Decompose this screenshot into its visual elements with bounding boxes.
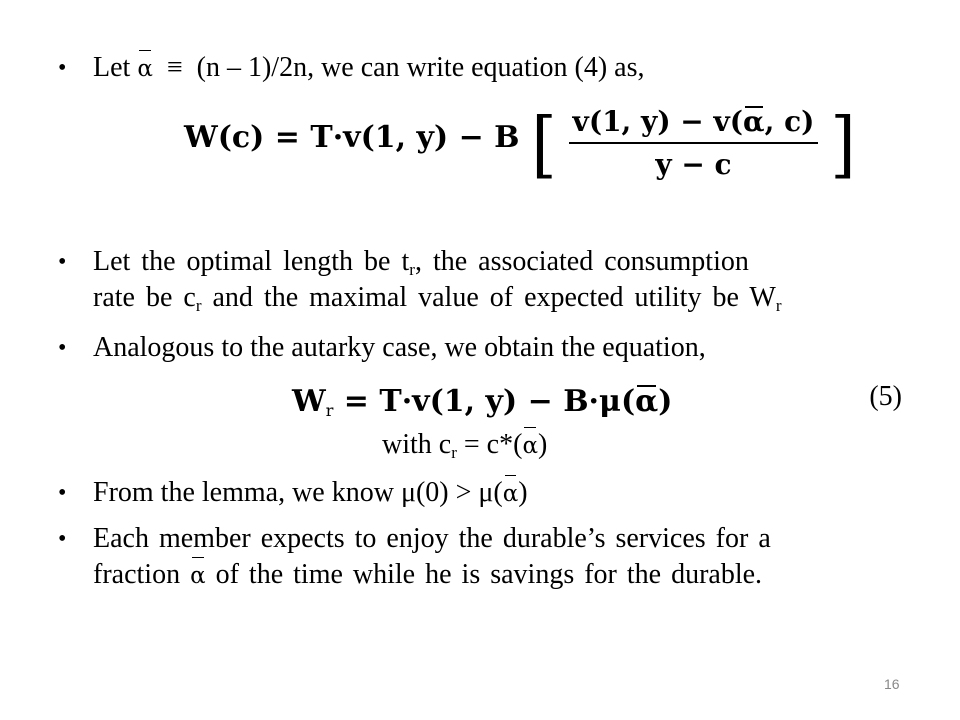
bullet-dot-icon: •	[58, 55, 67, 81]
bullet-4-text: From the lemma, we know μ(0) > μ(	[93, 477, 503, 508]
bullet-5-line1: Each member expects to enjoy the durable’s services for a	[93, 523, 771, 554]
sub-r: r	[775, 296, 782, 315]
bullet-4-close: )	[518, 477, 528, 508]
equation-5	[292, 384, 672, 419]
bullet-2-line2-b: and the maximal value of expected utility be W	[201, 282, 776, 313]
with-middle: = c*(	[456, 429, 523, 460]
bullet-1-equiv: ≡	[166, 52, 183, 83]
bullet-2-line1-a: Let the optimal length be t	[93, 246, 410, 277]
eq5-rhs: = T·v(1, y) − B·μ(	[333, 384, 636, 419]
alpha-bar-symbol: α	[503, 476, 519, 512]
sub-r: r	[195, 296, 202, 315]
bullet-1-let: Let	[93, 52, 131, 83]
with-before: with c	[382, 429, 452, 460]
eq5-close: )	[658, 384, 673, 419]
eq5-W: W	[292, 384, 326, 419]
eq4-denominator: y − c	[655, 148, 732, 181]
bullet-5	[58, 521, 918, 601]
bullet-2-line2-a: rate be c	[93, 282, 196, 313]
bullet-2-line1-b: , the associated consumption	[414, 246, 749, 277]
page-number: 16	[884, 676, 900, 692]
alpha-bar-symbol: α	[522, 428, 538, 464]
eq5-sub: r	[325, 401, 334, 420]
bullet-5-line2-a: fraction	[93, 559, 181, 590]
with-sub: r	[451, 443, 457, 462]
bullet-dot-icon: •	[58, 480, 67, 506]
bullet-dot-icon: •	[58, 249, 67, 275]
alpha-bar-symbol: α	[137, 51, 153, 87]
with-after: )	[537, 429, 548, 460]
eq4-fraction	[569, 105, 819, 181]
bullet-2	[58, 244, 918, 324]
eq4-numerator-left: v(1, y) − v(	[572, 105, 744, 138]
bullet-5-line2-b: of the time while he is savings for the durable.	[215, 559, 763, 590]
eq5-alpha-bar: α	[635, 384, 659, 419]
with-line	[382, 427, 547, 464]
eq4-lhs: W(c) = T·v(1, y) − B	[184, 120, 520, 155]
bullet-dot-icon: •	[58, 335, 67, 361]
bullet-1-rest: (n – 1)/2n, we can write equation (4) as,	[196, 52, 645, 83]
eq4-bracket-close: ]	[830, 102, 856, 186]
bullet-dot-icon: •	[58, 526, 67, 552]
eq4-bracket-open: [	[531, 102, 557, 186]
alpha-bar-symbol: α	[190, 558, 206, 594]
bullet-3-text: Analogous to the autarky case, we obtain the equation,	[93, 332, 706, 363]
sub-r: r	[409, 260, 415, 279]
eq4-alpha-bar: α	[743, 105, 765, 138]
eq4-numerator-right: , c)	[764, 105, 815, 138]
equation-number: (5)	[869, 381, 902, 412]
equation-4	[184, 102, 857, 199]
